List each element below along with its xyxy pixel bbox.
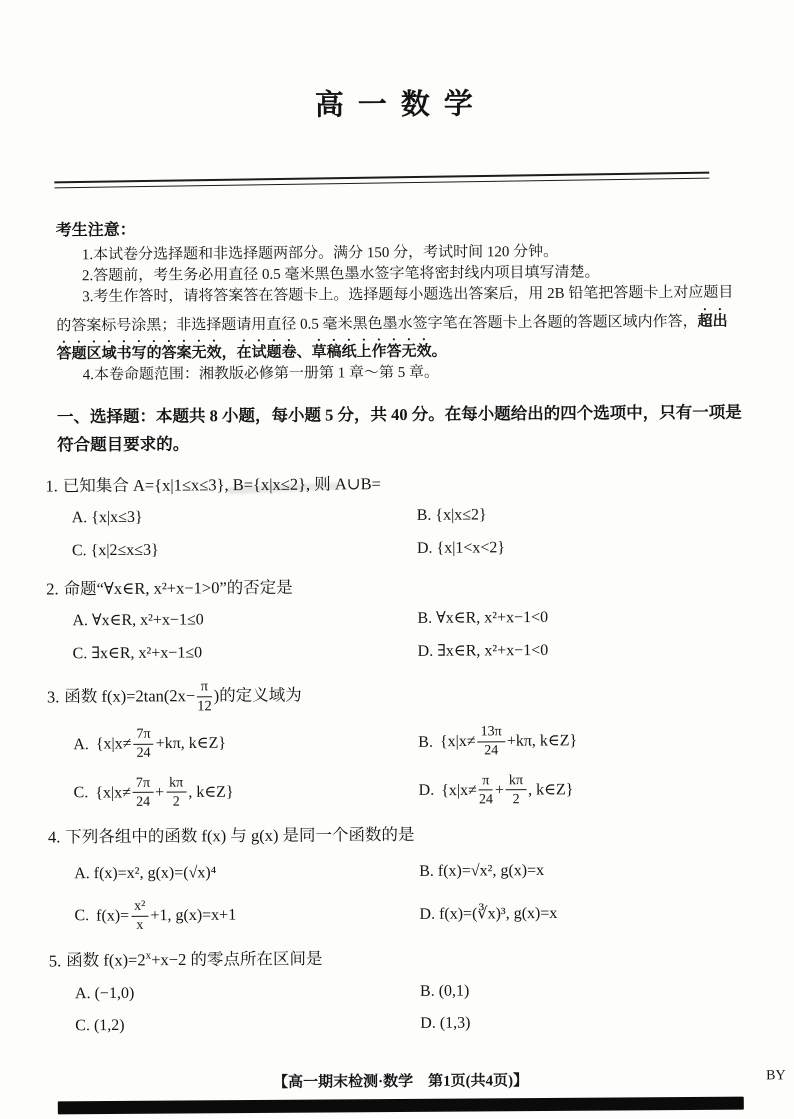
question-1-text: 已知集合 A={x|1≤x≤3}, B={x|x≤2}, 则 A∪B= <box>62 473 381 495</box>
question-1-number: 1. <box>45 475 58 496</box>
option-math-post: +kπ, k∈Z} <box>506 732 578 750</box>
fraction-denominator: 24 <box>484 742 499 759</box>
fraction-denominator: 24 <box>136 745 151 762</box>
header-double-rule <box>54 172 709 189</box>
question-4-option-a: A. f(x)=x², g(x)=(√x)⁴ <box>74 864 217 883</box>
question-5-text-post: +x−2 的零点所在区间是 <box>151 949 323 970</box>
question-4-option-c <box>74 897 419 934</box>
fraction-numerator: π <box>479 773 493 791</box>
question-4-text: 下列各组中的函数 f(x) 与 g(x) 是同一个函数的是 <box>65 824 415 847</box>
notice-item-2: 2.答题前，考生务必用直径 0.5 毫米黑色墨水签字笔将密封线内项目填写清楚。 <box>81 264 600 285</box>
option-label: C. <box>73 784 89 802</box>
fraction <box>479 773 493 808</box>
notice-item-3-text: 3.考生作答时，请将答案答在答题卡上。选择题每小题选出答案后，用 2B 铅笔把答题卡上对应题目的答案标号涂黑；非选择题请用直径 0.5 毫米黑色墨水签字笔在答题卡上各题的答题区域内作答， <box>56 284 734 334</box>
option-label: D. <box>418 781 435 799</box>
fraction-numerator: π <box>197 679 212 697</box>
page-title: 高一数学 <box>314 88 487 122</box>
notice-section <box>56 216 737 387</box>
exponent: x <box>145 950 152 963</box>
fraction <box>131 899 149 934</box>
notice-heading: 考生注意： <box>55 221 136 240</box>
fraction <box>133 775 153 810</box>
question-5-text-pre: 函数 f(x)=2 <box>66 950 146 971</box>
fraction-numerator: kπ <box>166 775 186 793</box>
option-math-pre: f(x)= <box>96 907 130 925</box>
question-5-option-a: A. (−1,0) <box>74 984 135 1002</box>
option-math-pre: {x|x≠ <box>441 781 477 799</box>
option-math-post: , k∈Z} <box>528 780 574 799</box>
question-3 <box>47 675 756 810</box>
question-5 <box>49 944 758 1038</box>
footer-code: BY <box>766 1068 786 1084</box>
question-2 <box>46 572 755 665</box>
fraction-denominator: 24 <box>136 793 151 810</box>
question-4 <box>48 821 757 934</box>
question-3-text-post: )的定义域为 <box>213 685 302 705</box>
option-math-post: +1, g(x)=x+1 <box>150 906 237 925</box>
question-4-option-d: D. f(x)=(∛x)³, g(x)=x <box>419 904 558 923</box>
fraction <box>166 775 186 810</box>
question-3-options <box>73 723 756 811</box>
question-2-options <box>72 605 754 665</box>
page-footer: 【高一期末检测·数学 第1页(共4页)】 <box>273 1073 529 1091</box>
fraction-numerator: 7π <box>133 727 153 745</box>
fraction <box>477 724 504 759</box>
question-2-stem <box>46 572 754 602</box>
section-heading: 一、选择题：本题共 8 小题，每小题 5 分，共 40 分。在每小题给出的四个选项中，只有一项是符合题目要求的。 <box>56 402 742 454</box>
question-3-option-b <box>418 723 755 760</box>
option-math-post: +kπ, k∈Z} <box>155 734 227 753</box>
question-2-text: 命题“∀x∈R, x²+x−1>0”的否定是 <box>63 577 293 599</box>
question-3-option-c <box>74 773 419 810</box>
question-2-option-c: C. ∃x∈R, x²+x−1≤0 <box>72 644 203 662</box>
option-math-pre: {x|x≠ <box>439 733 476 751</box>
question-3-text-pre: 函数 f(x)=2tan(2x− <box>64 685 196 706</box>
option-math-pre: {x|x≠ <box>95 735 132 753</box>
question-4-options <box>74 857 756 933</box>
fraction-denominator: 24 <box>478 791 494 808</box>
notice-item-1: 1.本试卷分选择题和非选择题两部分。满分 150 分，考试时间 120 分钟。 <box>81 243 559 263</box>
question-3-option-d <box>418 771 755 808</box>
question-2-option-a: A. ∀x∈R, x²+x−1≤0 <box>72 611 204 630</box>
fraction-denominator: x <box>136 916 144 933</box>
option-math-pre: {x|x≠ <box>95 783 132 802</box>
fraction <box>133 727 153 762</box>
question-1-option-d: D. {x|1<x<2} <box>416 538 506 557</box>
question-2-option-b: B. ∀x∈R, x²+x−1<0 <box>417 609 549 628</box>
question-3-number: 3. <box>46 686 60 706</box>
question-5-option-b: B. (0,1) <box>419 982 470 1000</box>
scan-bottom-bar <box>58 1097 744 1115</box>
notice-item-4: 4.本卷命题范围：湘教版必修第一册第 1 章～第 5 章。 <box>82 364 440 384</box>
fraction-denominator: 2 <box>172 793 180 810</box>
question-4-option-b: B. f(x)=√x², g(x)=x <box>419 861 545 880</box>
question-1-option-b: B. {x|x≤2} <box>416 506 487 525</box>
question-5-option-d: D. (1,3) <box>420 1014 471 1032</box>
option-math-post: , k∈Z} <box>188 783 234 801</box>
fraction-numerator: 7π <box>133 775 153 793</box>
question-3-option-a <box>73 725 418 762</box>
question-5-options <box>75 977 757 1037</box>
question-4-stem <box>48 821 756 851</box>
fraction-numerator: 13π <box>477 724 504 742</box>
question-2-option-d: D. ∃x∈R, x²+x−1<0 <box>417 641 549 660</box>
notice-item-3 <box>56 283 737 366</box>
fraction <box>197 679 212 714</box>
question-1 <box>45 469 754 562</box>
fraction <box>506 773 526 808</box>
option-math-mid: + <box>494 781 505 799</box>
question-1-option-c: C. {x|2≤x≤3} <box>71 541 159 559</box>
fraction-numerator: kπ <box>506 773 526 791</box>
question-5-stem <box>49 944 757 974</box>
question-list <box>45 469 757 1037</box>
option-label: B. <box>418 733 434 751</box>
question-5-option-c: C. (1,2) <box>75 1016 125 1035</box>
question-1-option-a: A. {x|x≤3} <box>71 509 143 527</box>
question-4-number: 4. <box>47 827 61 847</box>
option-label: C. <box>74 907 90 925</box>
option-label: A. <box>73 735 89 753</box>
question-1-stem <box>45 469 753 499</box>
option-math-mid: + <box>155 783 165 801</box>
question-3-stem <box>47 675 755 715</box>
notice-item-3-emphasis: 超出答题区域书写的答案无效，在试题卷、草稿纸上作答无效。 <box>56 313 728 363</box>
question-1-options <box>72 502 754 562</box>
fraction-denominator: 2 <box>512 790 520 807</box>
question-2-number: 2. <box>46 579 59 599</box>
fraction-denominator: 12 <box>197 697 212 714</box>
question-5-number: 5. <box>48 951 62 971</box>
fraction-numerator: x² <box>131 899 148 917</box>
